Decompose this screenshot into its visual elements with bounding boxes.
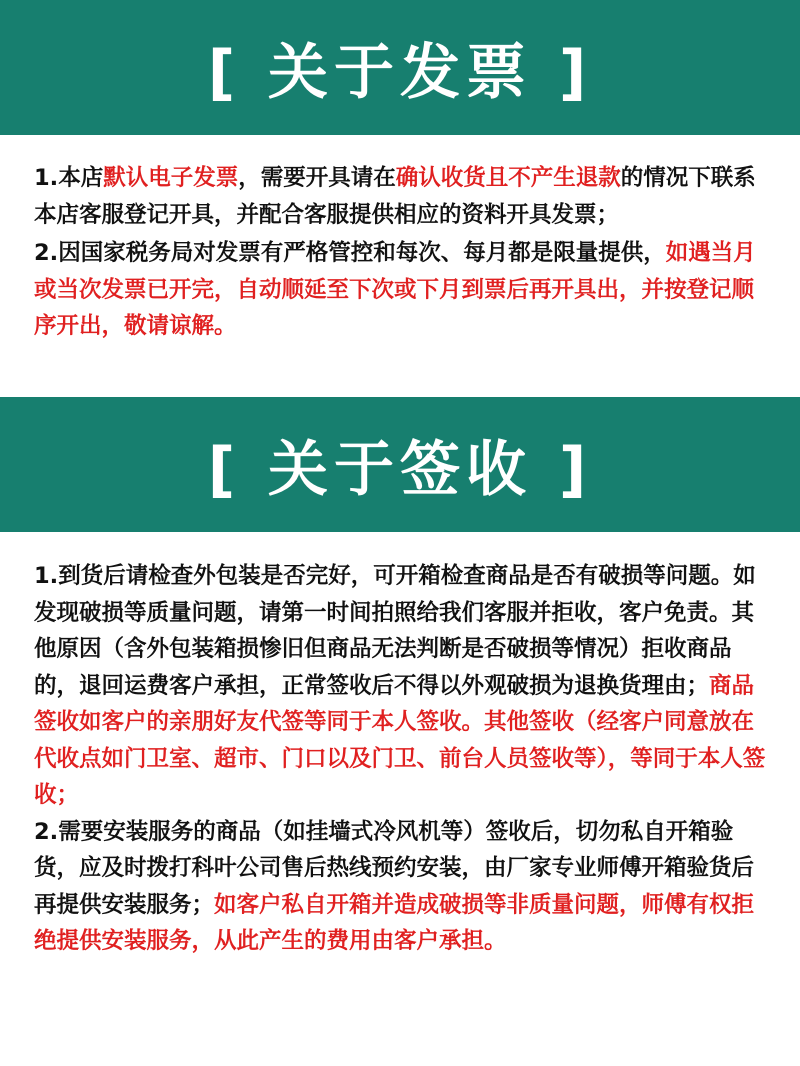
receipt-banner [0, 397, 800, 532]
invoice-p2-highlight: 并按登记顺序开出，敬请谅解。 [34, 276, 755, 339]
invoice-title: [ 关于发票 ] [207, 37, 593, 108]
receipt-paragraph-1 [34, 558, 772, 814]
receipt-p1-text: 1.到货后请检查外包装是否完好，可开箱检查商品是否有破损等问题。如发现破损等质量问题，请第一时间拍照给我们客服并拒收，客户免责。其他原因（含外包装箱损惨旧但商品无法判断是否破损等情况）拒收商品的，退回运费客户承担，正常签收后不得以外观破损为退换货理由； [34, 563, 756, 699]
receipt-paragraph-2 [34, 814, 772, 960]
invoice-p1-text: 1.本店 [34, 165, 104, 191]
invoice-p1-text: ，需要开具请在 [238, 165, 396, 191]
receipt-title: [ 关于签收 ] [207, 434, 593, 505]
invoice-p1-text: 的情况下联系本店客服登记开具，并配合客服提供相应的资料开具发票； [34, 165, 756, 228]
invoice-p2-text: 2.因国家税务局对发票有严格管控和每次、每月都是限量提供， [34, 240, 666, 266]
invoice-p2-highlight: 如遇当月或当次发票已开完，自动顺延至下次或下月到票后再开具出， [34, 240, 756, 303]
invoice-p1-highlight: 默认电子发票 [103, 165, 239, 191]
invoice-p1-highlight: 确认收货且不产生退款 [395, 165, 621, 191]
receipt-p2-text: 2.需要安装服务的商品（如挂墙式冷风机等）签收后，切勿私自开箱验货，应及时拨打科叶公司售后热线预约安装，由厂家专业师傅开箱验货后再提供安装服务； [34, 818, 755, 918]
receipt-p2-highlight: 如客户私自开箱并造成破损等非质量问题，师傅有权拒绝提供安装服务，从此产生的费用由客户承担。 [34, 891, 755, 954]
receipt-p1-highlight: 商品签收如客户的亲朋好友代签等同于本人签收。其他签收（经客户同意放在代收点如门卫室、超市、门口以及门卫、前台人员签收等），等同于本人签收； [34, 672, 766, 808]
invoice-banner [0, 0, 800, 135]
invoice-paragraph-1 [34, 160, 772, 233]
invoice-paragraph-2 [34, 235, 772, 345]
invoice-section [0, 160, 800, 345]
receipt-section [0, 558, 800, 960]
